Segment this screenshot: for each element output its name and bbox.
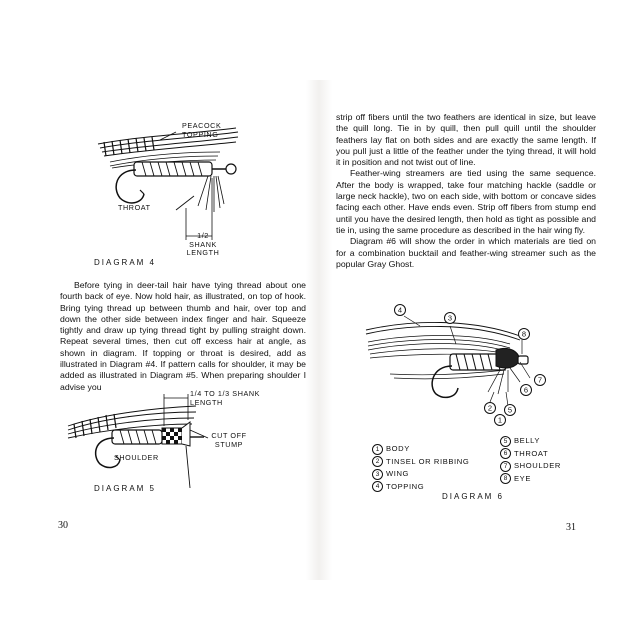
diagram-6-num-6: 6: [523, 385, 529, 395]
legend-item: [500, 448, 561, 461]
legend-label: WING: [386, 469, 410, 478]
diagram-5-shoulder-callout: SHOULDER: [114, 453, 159, 462]
diagram-5-caption: DIAGRAM 5: [94, 484, 157, 493]
legend-number: 4: [372, 481, 383, 492]
diagram-6-caption: DIAGRAM 6: [442, 492, 505, 501]
diagram-4-topping-callout: PEACOCK TOPPING: [182, 121, 222, 139]
legend-number: 6: [500, 448, 511, 459]
legend-label: TOPPING: [386, 481, 425, 491]
diagram-4-shank-callout: 1/2 SHANK LENGTH: [186, 231, 220, 258]
diagram-6-num-5: 5: [507, 405, 513, 415]
legend-number: 5: [500, 436, 511, 447]
legend-item: [372, 468, 469, 481]
diagram-6-num-4: 4: [397, 305, 403, 315]
diagram-6-illustration: [360, 296, 560, 436]
left-paragraph-text: Before tying in deer-tail hair have tying thread about one fourth back of eye. Now hold hair, as illustrated, on top of hook. Bring tying thread up between thumb and hair, over top and down the other side between index finger and hair. Squeeze tightly and draw up tying thread tight by pulling straight down. Repeat several times, then cut off excess hair at angle, as shown in diagram. If topping or throat is desired, add as illustrated in Diagram #4. If pattern calls for shoulder, it may be added as illustrated in Diagram #5. When preparing shoulder I advise you: [60, 280, 306, 392]
diagram-4-caption: DIAGRAM 4: [94, 258, 157, 267]
diagram-6-num-8: 8: [521, 329, 527, 339]
legend-item: [500, 460, 561, 473]
right-page: [320, 0, 640, 640]
right-page-text: [336, 112, 596, 270]
right-page-number: 31: [566, 522, 576, 533]
diagram-5-cutoff-callout: CUT OFF STUMP: [211, 431, 247, 449]
left-page-number: 30: [58, 520, 68, 531]
legend-label: BODY: [386, 444, 410, 453]
right-paragraph-2: Feather-wing streamers are tied using the same sequence. After the body is wrapped, take four matching hackle (saddle or large neck hackle), two on each side, with bottom or concave sides facing each other. Have ends even. Strip off fibers from stump end until you have the desired length, then hold as tight as possible and tie in, using the same procedure as described in the hair wing fly.: [336, 168, 596, 235]
legend-number: 2: [372, 456, 383, 467]
diagram-4-throat-callout: THROAT: [118, 203, 151, 212]
diagram-6-num-1: 1: [497, 415, 503, 425]
diagram-6-legend-left: [372, 443, 469, 493]
legend-label: TINSEL OR RIBBING: [386, 456, 470, 466]
diagram-6-num-7: 7: [537, 375, 543, 385]
right-paragraph-1: strip off fibers until the two feathers are identical in size, but leave the quill long. Tie in by quill, then pull quill until the shoulder feathers lay flat on both sides and are exactly the same length. If you pull just a little of the feather under the tying thread, it will hold it in position and not twist out of line.: [336, 112, 596, 168]
legend-number: 8: [500, 473, 511, 484]
legend-label: THROAT: [514, 448, 549, 458]
legend-item: [372, 456, 469, 469]
diagram-6-num-3: 3: [447, 313, 453, 323]
diagram-6-num-2: 2: [487, 403, 493, 413]
legend-number: 3: [372, 469, 383, 480]
left-page-paragraph: [60, 280, 306, 393]
legend-number: 7: [500, 461, 511, 472]
diagram-6-legend-right: [500, 435, 561, 485]
legend-item: [500, 435, 561, 448]
legend-item: [500, 473, 561, 486]
legend-number: 1: [372, 444, 383, 455]
right-paragraph-3: Diagram #6 will show the order in which materials are tied on for a combination bucktail and feather-wing streamer such as the popular Gray Ghost.: [336, 236, 596, 269]
legend-label: SHOULDER: [514, 461, 561, 470]
diagram-5-shank-callout: 1/4 TO 1/3 SHANK LENGTH: [190, 389, 261, 407]
legend-item: [372, 443, 469, 456]
legend-label: EYE: [514, 473, 531, 483]
legend-label: BELLY: [514, 436, 541, 445]
